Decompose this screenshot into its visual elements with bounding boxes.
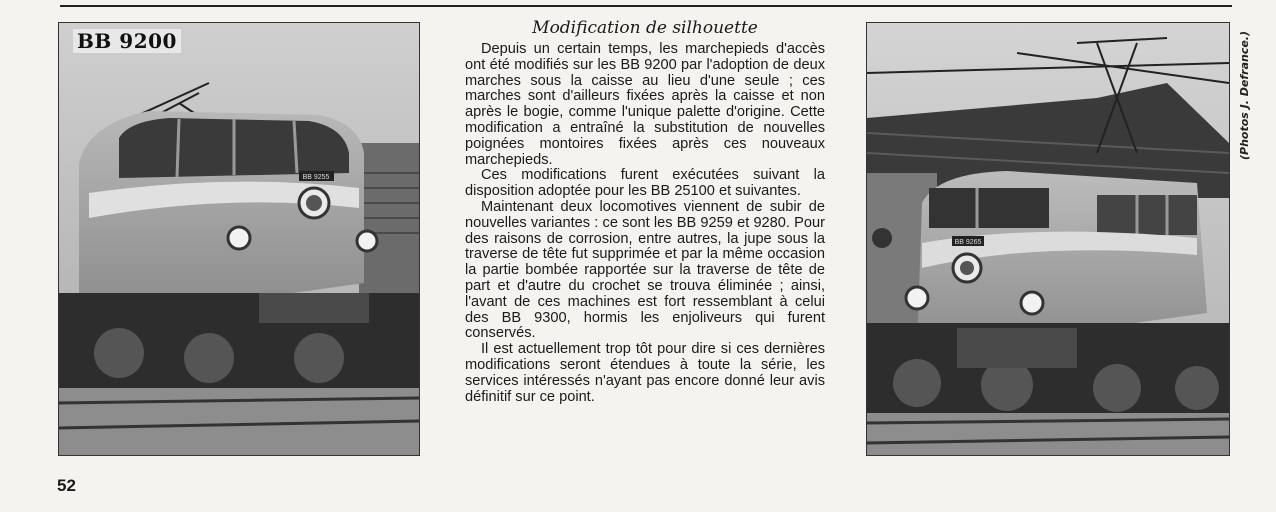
locomotive-photo-left bbox=[59, 23, 419, 455]
top-rule bbox=[60, 5, 1232, 7]
photo-bb9200-front bbox=[58, 22, 420, 456]
left-number-plate: BB 9255 bbox=[302, 174, 330, 181]
page-number: 52 bbox=[57, 476, 76, 495]
article-paragraph: Il est actuellement trop tôt pour dire si ces dernières modifications seront étendues à toute la série, les services intéressés n'ayant pas encore donné leur avis définitif sur ce point. bbox=[465, 341, 825, 405]
article-paragraph: Ces modifications furent exécutées suivant la disposition adoptée pour les BB 25100 et suivantes. bbox=[465, 167, 825, 200]
article-title: Modification de silhouette bbox=[532, 18, 758, 38]
photo-label-bb9200: BB 9200 bbox=[73, 29, 181, 53]
article-paragraph: Maintenant deux locomotives viennent de subir de nouvelles variantes : ce sont les BB 9259 et 9280. Pour des raisons de corrosion, entre autres, la jupe sous la traverse de tête fut supprimée et par la même occasion la partie bombée rapportée sur la traverse de tête de part et d'autre du crochet se trouva éliminée ; ainsi, l'avant de ces machines est fort ressemblant à celui des BB 9300, hormis les enjoliveurs qui furent conservés. bbox=[465, 198, 825, 342]
right-number-plate: BB 9265 bbox=[954, 239, 982, 246]
article bbox=[465, 18, 825, 405]
photo-bb9265-front bbox=[866, 22, 1230, 456]
photo-credit: (Photos J. Defrance.) bbox=[1238, 30, 1251, 160]
article-paragraph: Depuis un certain temps, les marchepieds d'accès ont été modifiés sur les BB 9200 par l'adoption de deux marches sous la caisse au lieu d'une seule ; ces marches sont d'ailleurs fixées après la caisse et non après le bogie, comme l'unique palette d'origine. Cette modification a entraîné la substitution de nouvelles poignées montoires fixées après ces nouveaux marchepieds. bbox=[465, 41, 825, 168]
locomotive-photo-right bbox=[867, 23, 1229, 455]
